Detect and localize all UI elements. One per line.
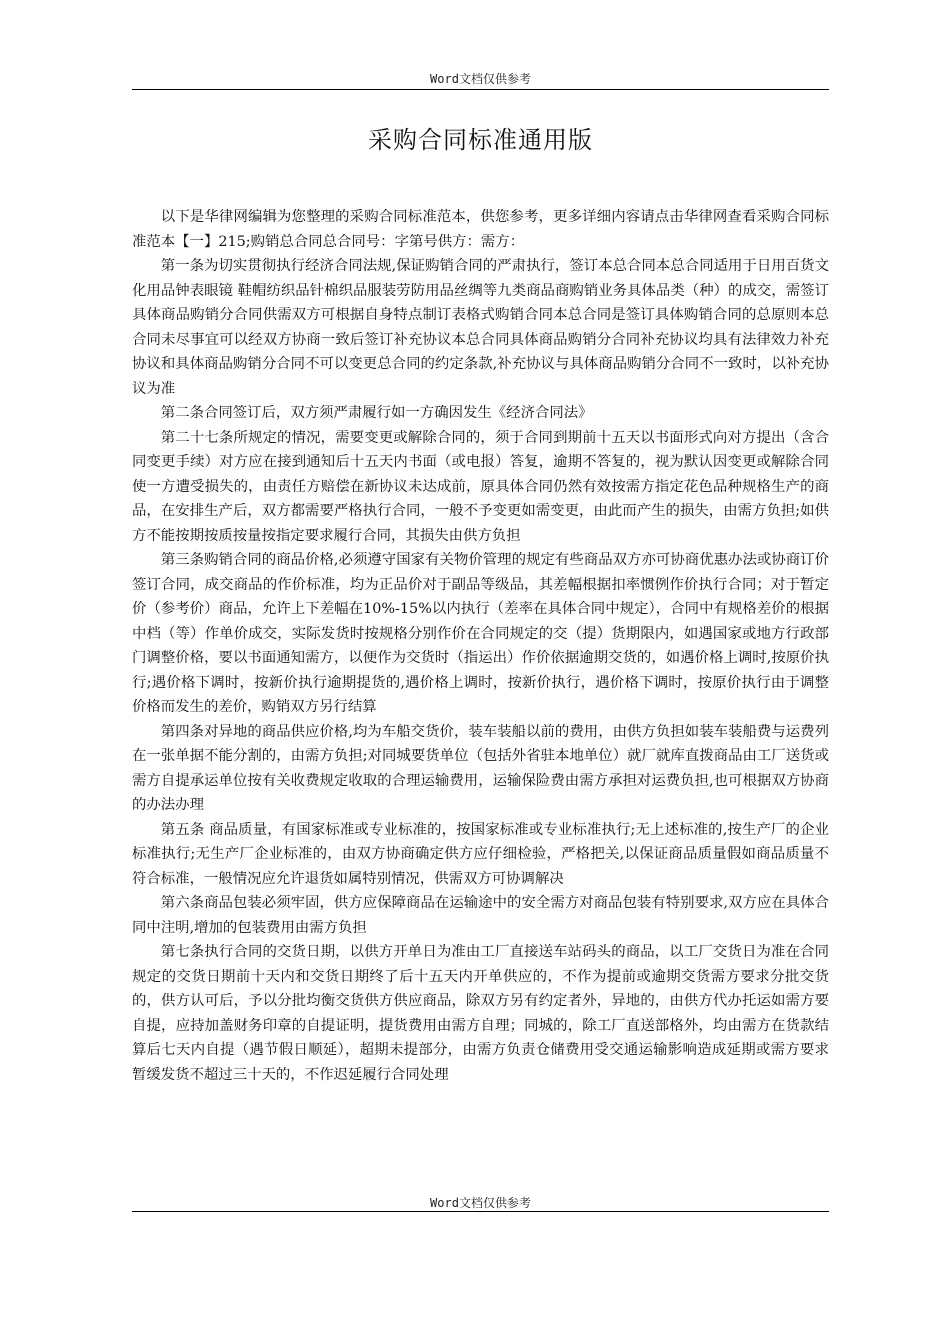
paragraph-intro: 以下是华律网编辑为您整理的采购合同标准范本，供您参考，更多详细内容请点击华律网查看采购合同标准范本【一】215;购销总合同总合同号：字第号供方：需方： (132, 209, 829, 250)
page-footer: Word文档仅供参考 (430, 1196, 531, 1210)
document-body (132, 205, 829, 1087)
paragraph-article-27: 第二十七条所规定的情况，需要变更或解除合同的，须于合同到期前十五天以书面形式向对方提出（含合同变更手续）对方应在接到通知后十五天内书面（或电报）答复，逾期不答复的，视为默认因变更或解除合同使一方遭受损失的，由责任方赔偿在新协议未达成前，原具体合同仍然有效按需方指定花色品种规格生产的商品，在安排生产后，双方都需要严格执行合同，一般不予变更如需变更，由此而产生的损失，由需方负担;如供方不能按期按质按量按指定要求履行合同，其损失由供方负担 (132, 429, 829, 544)
footer-divider (132, 1211, 829, 1212)
header-divider (132, 89, 829, 90)
paragraph-article-6: 第六条商品包装必须牢固，供方应保障商品在运输途中的安全需方对商品包装有特别要求,双方应在具体合同中注明,增加的包装费用由需方负担 (132, 895, 829, 936)
paragraph-article-5: 第五条 商品质量，有国家标准或专业标准的，按国家标准或专业标准执行;无上述标准的,按生产厂的企业标准执行;无生产厂企业标准的，由双方协商确定供方应仔细检验，严格把关,以保证商品质量假如商品质量不符合标准，一般情况应允许退货如属特别情况，供需双方可协调解决 (132, 821, 829, 887)
paragraph-article-7: 第七条执行合同的交货日期，以供方开单日为准由工厂直接送车站码头的商品，以工厂交货日为准在合同规定的交货日期前十天内和交货日期终了后十五天内开单供应的，不作为提前或逾期交货需方要求分批交货的，供方认可后，予以分批均衡交货供方供应商品，除双方另有约定者外，异地的，由供方代办托运如需方要自提，应持加盖财务印章的自提证明，提货费用由需方自理；同城的，除工厂直送部格外，均由需方在货款结算后七天内自提（遇节假日顺延），超期未提部分，由需方负责仓储费用受交通运输影响造成延期或需方要求暂缓发货不超过三十天的，不作迟延履行合同处理 (132, 944, 829, 1083)
document-title: 采购合同标准通用版 (368, 126, 593, 154)
paragraph-article-3: 第三条购销合同的商品价格,必须遵守国家有关物价管理的规定有些商品双方亦可协商优惠办法或协商订价签订合同，成交商品的作价标准，均为正品价对于副品等级品，其差幅根据扣率惯例作价执行合同；对于暂定价（参考价）商品，允许上下差幅在10%-15%以内执行（差率在具体合同中规定），合同中有规格差价的根据中档（等）作单价成交，实际发货时按规格分别作价在合同规定的交（提）货期限内，如遇国家或地方行政部门调整价格，要以书面通知需方，以便作为交货时（指运出）作价依据逾期交货的，如遇价格上调时,按原价执行;遇价格下调时，按新价执行逾期提货的,遇价格上调时，按新价执行，遇价格下调时，按原价执行由于调整价格而发生的差价，购销双方另行结算 (132, 552, 829, 715)
paragraph-article-4: 第四条对异地的商品供应价格,均为车船交货价，装车装船以前的费用，由供方负担如装车装船费与运费列在一张单据不能分割的，由需方负担;对同城要货单位（包括外省驻本地单位）就厂就库直拨商品由工厂送货或需方自提承运单位按有关收费规定收取的合理运输费用，运输保险费由需方承担对运费负担,也可根据双方协商的办法办理 (132, 723, 829, 813)
page-header: Word文档仅供参考 (430, 72, 531, 86)
paragraph-article-1: 第一条为切实贯彻执行经济合同法规,保证购销合同的严肃执行，签订本总合同本总合同适用于日用百货文化用品钟表眼镜 鞋帽纺织品针棉织品服装劳防用品丝绸等九类商品商购销业务具体品类（种）的成交，需签订具体商品购销分合同供需双方可根据自身特点制订表格式购销合同本总合同是签订具体购销合同的总原则本总合同未尽事宜可以经双方协商一致后签订补充协议本总合同具体商品购销分合同补充协议均具有法律效力补充协议和具体商品购销分合同不可以变更总合同的约定条款,补充协议与具体商品购销分合同不一致时，以补充协议为准 (132, 258, 829, 397)
paragraph-article-2: 第二条合同签订后，双方须严肃履行如一方确因发生《经济合同法》 (160, 405, 593, 421)
